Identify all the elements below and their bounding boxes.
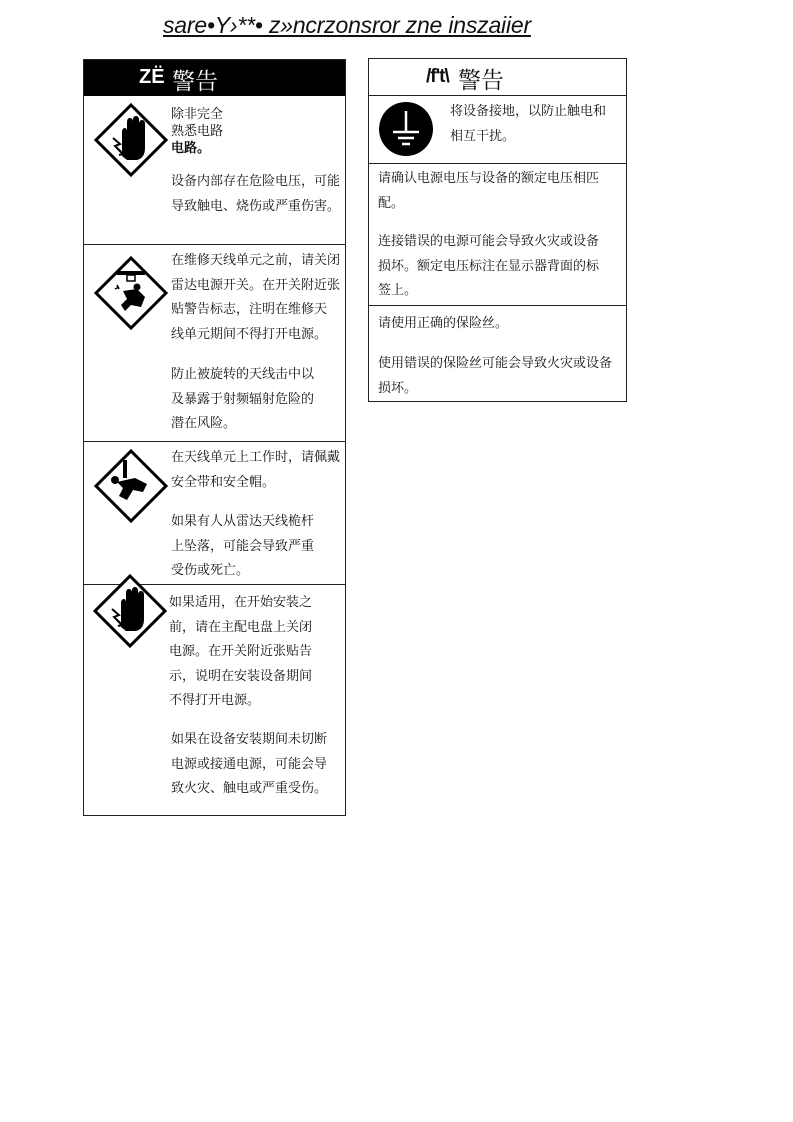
text-line: 损坏。额定电压标注在显示器背面的标	[378, 258, 600, 274]
section-text-b	[171, 363, 314, 437]
section-text-a	[171, 446, 340, 495]
section-text-b	[171, 510, 314, 584]
section-text-b	[171, 170, 340, 219]
left-header-mark: ZË	[139, 66, 165, 88]
warning-section-install	[84, 585, 345, 815]
text-line: 如果适用，在开始安装之	[169, 595, 313, 610]
warning-section-fall	[84, 442, 345, 585]
right-header-title: 警告	[458, 68, 504, 94]
page-heading: sare•Υ›**• z»ncrzonsror zne inszaiier	[163, 12, 531, 38]
right-panel-header	[369, 59, 626, 96]
text-line: 在天线单元上工作时，请佩戴	[171, 450, 341, 465]
text-line: 除非完全	[171, 107, 224, 122]
section-text-b	[171, 728, 327, 802]
text-line: 请确认电源电压与设备的额定电压相匹	[378, 171, 600, 186]
text-line: 如果在设备安装期间未切断	[171, 732, 328, 747]
text-line: 潜在风险。	[171, 416, 237, 431]
text-line: 示，说明在安装设备期间	[169, 668, 313, 684]
section-text-a	[171, 249, 340, 347]
text-line: 防止被旋转的天线击中以	[171, 367, 315, 382]
text-line: 上坠落，可能会导致严重	[171, 538, 315, 554]
text-line: 使用错误的保险丝可能会导致火灾或设备	[378, 356, 613, 371]
text-line: 配。	[378, 195, 405, 211]
right-header-mark: /f't\	[426, 66, 449, 87]
text-line: 贴警告标志，注明在维修天	[171, 302, 328, 317]
text-line: 相互干扰。	[450, 128, 516, 144]
warning-section-antenna	[84, 245, 345, 442]
falling-person-icon	[93, 448, 169, 524]
text-line: 签上。	[378, 283, 418, 298]
section-text-a	[378, 167, 599, 216]
radar-antenna-worker-icon	[93, 255, 169, 331]
hand-shock-icon	[93, 102, 169, 178]
text-line: 及暴露于射频辐射危险的	[171, 391, 315, 407]
text-line: 请使用正确的保险丝。	[378, 316, 509, 331]
text-line: 线单元期间不得打开电源。	[171, 326, 328, 342]
left-panel-header	[84, 60, 345, 96]
text-line: 致火灾、触电或严重受伤。	[171, 781, 328, 796]
text-line: 前，请在主配电盘上关闭	[169, 619, 313, 635]
text-line: 熟悉电路	[171, 124, 224, 139]
ground-symbol-icon	[378, 101, 434, 157]
section-text-a	[171, 106, 223, 157]
text-line: 电源或接通电源，可能会导	[171, 756, 328, 772]
warning-section-shock	[84, 96, 345, 245]
warning-section-fuse	[369, 306, 626, 401]
right-warning-panel	[368, 58, 627, 402]
left-header-title: 警告	[172, 69, 218, 95]
section-text-b	[378, 230, 599, 304]
text-line: 设备内部存在危险电压，可能	[171, 174, 341, 189]
section-text-a	[450, 100, 606, 149]
warning-section-ground	[369, 96, 626, 164]
hand-shock-icon	[92, 573, 168, 649]
text-line: 受伤或死亡。	[171, 563, 250, 578]
text-line: 安全带和安全帽。	[171, 474, 276, 490]
left-warning-panel	[83, 59, 346, 816]
text-line: 如果有人从雷达天线桅杆	[171, 514, 315, 529]
text-line: 雷达电源开关。在开关附近张	[171, 277, 341, 293]
section-text-a	[378, 312, 508, 337]
text-line: 电源。在开关附近张贴告	[169, 644, 313, 659]
text-line: 导致触电、烧伤或严重伤害。	[171, 198, 341, 214]
text-line: 连接错误的电源可能会导致火灾或设备	[378, 234, 600, 249]
warning-section-voltage	[369, 164, 626, 306]
text-line: 将设备接地，以防止触电和	[450, 104, 607, 119]
section-text-a	[169, 591, 312, 714]
section-text-b	[378, 352, 612, 401]
text-line: 损坏。	[378, 380, 418, 396]
text-line: 不得打开电源。	[169, 693, 261, 708]
text-line: 在维修天线单元之前，请关闭	[171, 253, 341, 268]
text-line: 电路。	[171, 141, 211, 156]
